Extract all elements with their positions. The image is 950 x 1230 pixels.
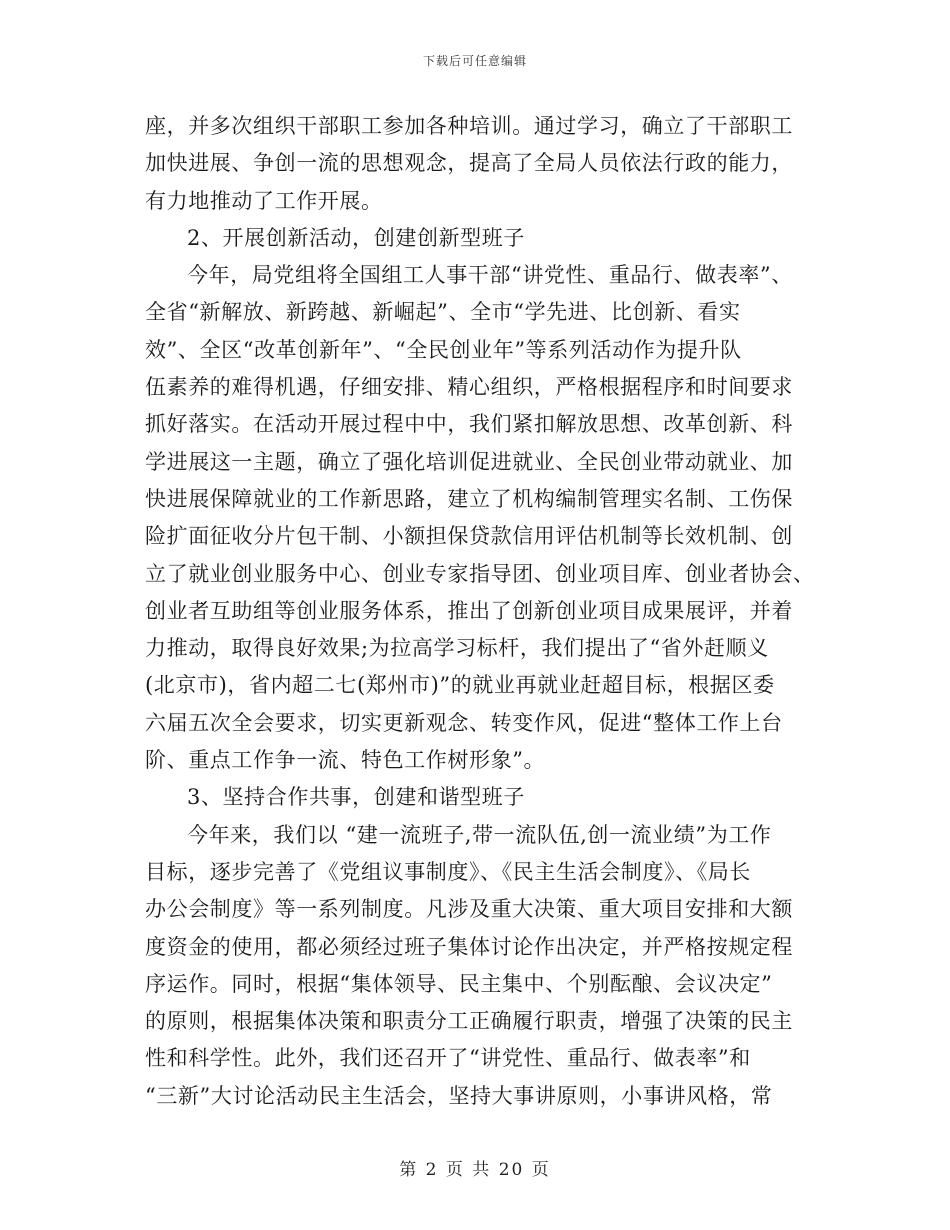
text-line: 性和科学性。此外，我们还召开了“讲党性、重品行、做表率”和 [145, 1046, 751, 1071]
text-line: 的原则，根据集体决策和职责分工正确履行职责，增强了决策的民主 [145, 1009, 793, 1034]
text-line: 险扩面征收分片包干制、小额担保贷款信用评估机制等长效机制、创 [145, 524, 793, 549]
text-line: 办公会制度》等一系列制度。凡涉及重大决策、重大项目安排和大额 [145, 897, 793, 922]
text-line: 全省“新解放、新跨越、新崛起”、全市“学先进、比创新、看实 [145, 300, 741, 325]
text-line: 立了就业创业服务中心、创业专家指导团、创业项目库、创业者协会、 [145, 561, 815, 586]
page-header: 下载后可任意编辑 [422, 54, 527, 68]
text-line: 座，并多次组织干部职工参加各种培训。通过学习，确立了干部职工 [145, 114, 793, 138]
text-line: 度资金的使用，都必须经过班子集体讨论作出决定，并严格按规定程 [145, 934, 793, 959]
text-line: (北京市)，省内超二七(郑州市)”的就业再就业赶超目标，根据区委 [145, 673, 775, 698]
text-line: “三新”大讨论活动民主生活会，坚持大事讲原则，小事讲风格，常 [145, 1083, 773, 1108]
text-line: 创业者互助组等创业服务体系，推出了创新创业项目成果展评，并着 [145, 598, 793, 623]
section-heading: 2、开展创新活动，创建创新型班子 [187, 225, 525, 250]
text-line: 力推动，取得良好效果;为拉高学习标杆，我们提出了“省外赶顺义 [145, 636, 769, 661]
text-line: 目标，逐步完善了《党组议事制度》、《民主生活会制度》、《局长 [145, 859, 751, 884]
text-line: 加快进展、争创一流的思想观念，提高了全局人员依法行政的能力， [145, 151, 793, 176]
text-line: 今年来，我们以 “建一流班子,带一流队伍,创一流业绩”为工作 [187, 822, 772, 847]
document-body [145, 108, 815, 1115]
text-line: 学进展这一主题，确立了强化培训促进就业、全民创业带动就业、加 [145, 449, 793, 474]
section-heading: 3、坚持合作共事，创建和谐型班子 [187, 785, 525, 810]
page-footer: 第 2 页 共 20 页 [399, 1160, 551, 1180]
text-line: 阶、重点工作争一流、特色工作树形象”。 [145, 748, 546, 773]
text-line: 有力地推动了工作开展。 [145, 188, 383, 213]
text-line: 序运作。同时，根据“集体领导、民主集中、个别酝酿、会议决定” [145, 971, 773, 996]
text-line: 伍素养的难得机遇，仔细安排、精心组织，严格根据程序和时间要求 [145, 375, 793, 400]
text-line: 快进展保障就业的工作新思路，建立了机构编制管理实名制、工伤保 [145, 486, 793, 511]
text-line: 抓好落实。在活动开展过程中中，我们紧扣解放思想、改革创新、科 [145, 412, 793, 437]
text-line: 效”、全区“改革创新年”、“全民创业年”等系列活动作为提升队 [145, 337, 742, 362]
text-line: 六届五次全会要求，切实更新观念、转变作风，促进“整体工作上台 [145, 710, 783, 735]
text-line: 今年，局党组将全国组工人事干部“讲党性、重品行、做表率”、 [187, 263, 793, 288]
